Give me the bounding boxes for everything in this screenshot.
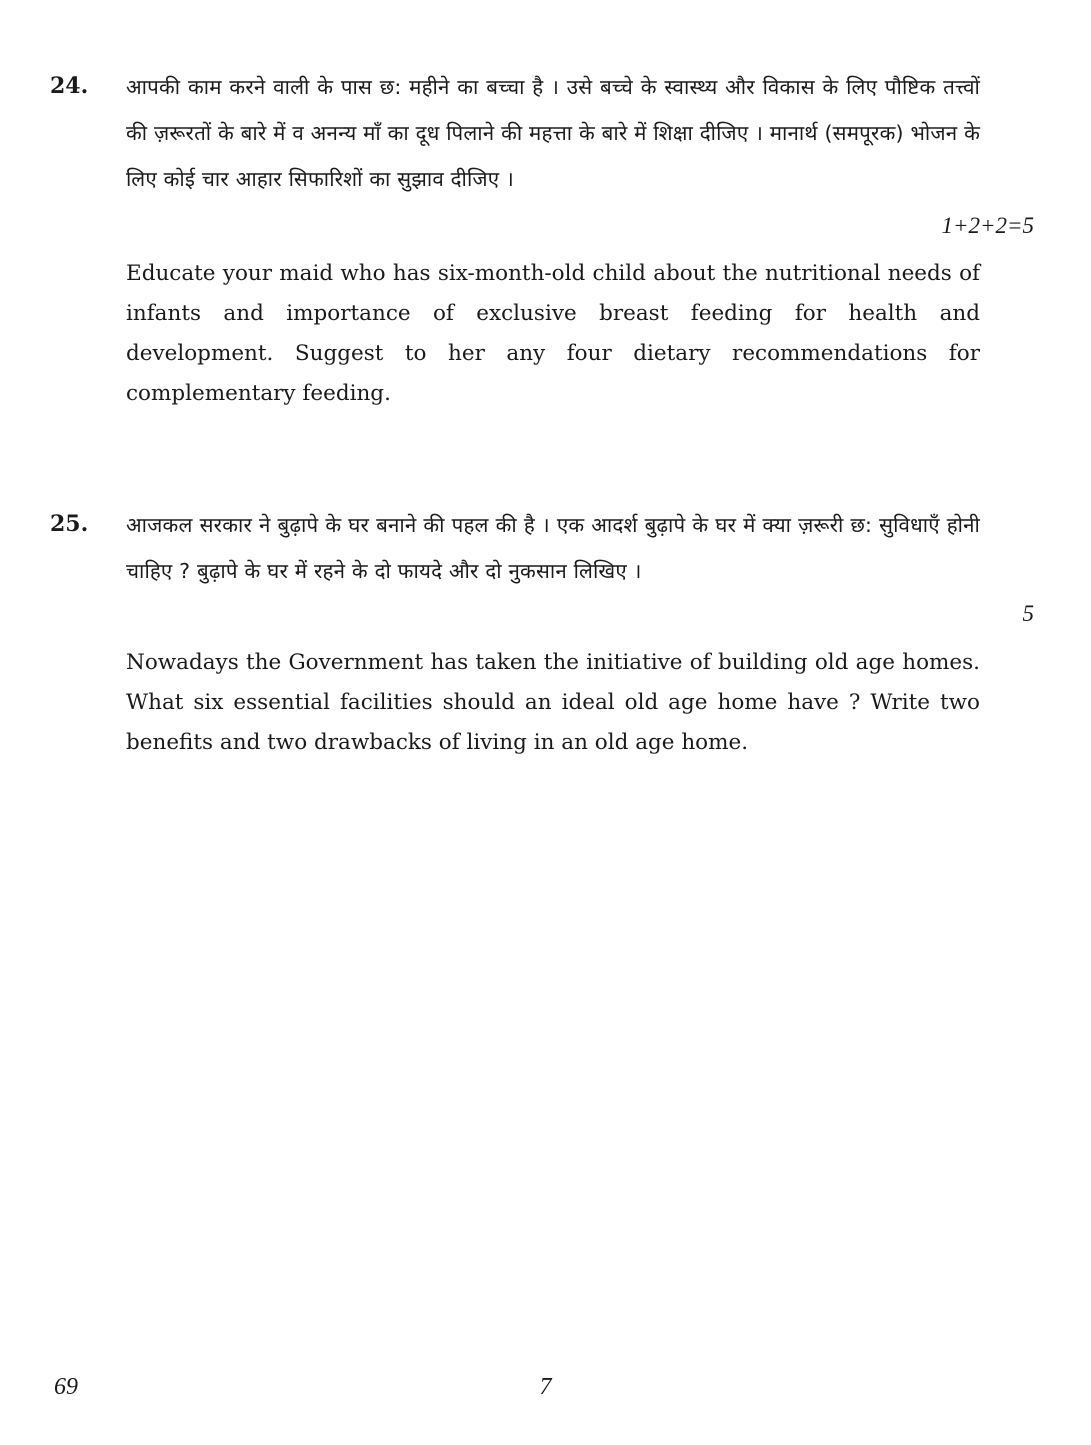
- question-number: 25.: [50, 511, 89, 537]
- question-marks: 1+2+2=5: [941, 213, 1034, 238]
- page-number: 7: [539, 1374, 552, 1400]
- paper-code: 69: [54, 1374, 78, 1400]
- question-text-english: Educate your maid who has six-month-old child about the nutritional needs of infants and importance of exclusive breast feeding for health and development. Suggest to her any four dietary recommendations for complementary feeding.: [126, 261, 980, 406]
- question-text-hindi: आजकल सरकार ने बुढ़ापे के घर बनाने की पहल की है । एक आदर्श बुढ़ापे के घर में क्या ज़रूरी छ: सुविधाएँ होनी चाहिए ? बुढ़ापे के घर में रहने के दो फायदे और दो नुकसान लिखिए ।: [126, 513, 980, 583]
- question-text-english: Nowadays the Government has taken the initiative of building old age homes. What six essential facilities should an ideal old age home have ? Write two benefits and two drawbacks of living in an old age home.: [126, 650, 980, 755]
- question-marks: 5: [1022, 601, 1034, 626]
- question-text-hindi: आपकी काम करने वाली के पास छ: महीने का बच्चा है । उसे बच्चे के स्वास्थ्य और विकास के लिए पौष्टिक तत्त्वों की ज़रूरतों के बारे में व अनन्य माँ का दूध पिलाने की महत्ता के बारे में शिक्षा दीजिए । मानार्थ (समपूरक) भोजन के लिए कोई चार आहार सिफारिशों का सुझाव दीजिए ।: [126, 75, 981, 191]
- question-number: 24.: [50, 73, 89, 99]
